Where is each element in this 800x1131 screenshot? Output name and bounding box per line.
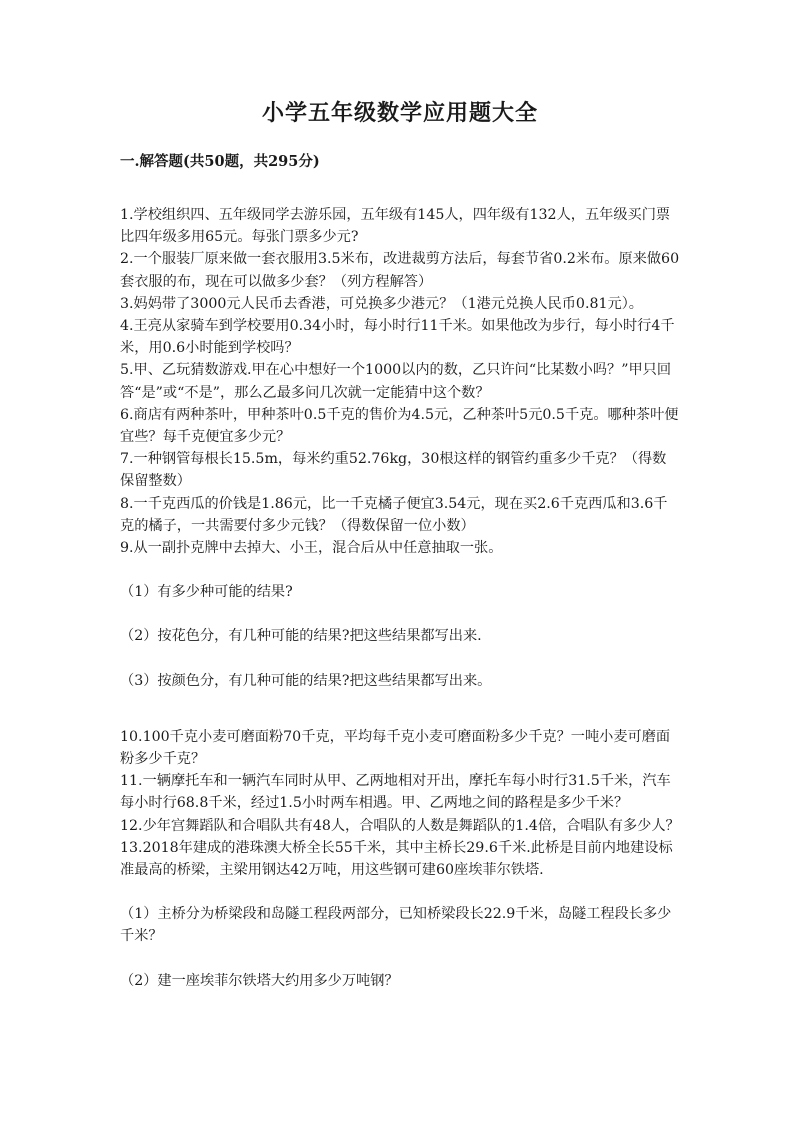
question-item: 8.一千克西瓜的价钱是1.86元，比一千克橘子便宜3.54元，现在买2.6千克西瓜和3.6千克的橘子，一共需要付多少元钱？（得数保留一位小数） [120,495,668,534]
question-item: 3.妈妈带了3000元人民币去香港，可兑换多少港元？（1港元兑换人民币0.81元）。 [120,295,643,312]
question-item: 5.甲、乙玩猜数游戏.甲在心中想好一个1000以内的数，乙只许问“比某数小吗？”甲只回答“是”或“不是”，那么乙最多问几次就一定能猜中这个数？ [120,362,672,401]
question-list [120,204,680,992]
section-heading: 一.解答题(共50题，共295分) [120,153,320,170]
question-item: 11.一辆摩托车和一辆汽车同时从甲、乙两地相对开出，摩托车每小时行31.5千米，汽车每小时行68.8千米，经过1.5小时两车相遇。甲、乙两地之间的路程是多少千米？ [120,773,671,812]
question-item: 4.王亮从家骑车到学校要用0.34小时，每小时行11千米。如果他改为步行，每小时行4千米，用0.6小时能到学校吗？ [120,318,675,357]
page-title: 小学五年级数学应用题大全 [261,100,538,126]
question-item: 6.商店有两种茶叶，甲种茶叶0.5千克的售价为4.5元，乙种茶叶5元0.5千克。哪种茶叶便宜些？每千克便宜多少元？ [120,406,679,446]
sub-question: （1）主桥分为桥梁段和岛隧工程段两部分，已知桥梁段长22.9千米，岛隧工程段长多少千米？ [120,906,672,945]
sub-question: （1）有多少种可能的结果? [120,584,293,601]
question-item: 7.一种钢管每根长15.5m，每米约重52.76kg，30根这样的钢管约重多少千克？（得数保留整数） [120,451,667,490]
sub-question: （2）建一座埃菲尔铁塔大约用多少万吨钢？ [120,972,399,989]
question-item: 9.从一副扑克牌中去掉大、小王，混合后从中任意抽取一张。 [120,540,503,557]
question-item: 2.一个服装厂原来做一套衣服用3.5米布，改进裁剪方法后，每套节省0.2米布。原来做60套衣服的布，现在可以做多少套？（列方程解答） [120,251,680,290]
question-item: 10.100千克小麦可磨面粉70千克，平均每千克小麦可磨面粉多少千克？一吨小麦可磨面粉多少千克？ [120,728,671,768]
question-item: 1.学校组织四、五年级同学去游乐园，五年级有145人，四年级有132人，五年级买门票比四年级多用65元。每张门票多少元? [120,207,671,246]
question-item: 13.2018年建成的港珠澳大桥全长55千米，其中主桥长29.6千米.此桥是目前内地建设标准最高的桥梁，主梁用钢达42万吨，用这些钢可建60座埃菲尔铁塔. [120,839,673,879]
question-item: 12.少年宫舞蹈队和合唱队共有48人，合唱队的人数是舞蹈队的1.4倍，合唱队有多少人？ [120,817,680,834]
sub-question: （2）按花色分，有几种可能的结果?把这些结果都写出来. [120,628,482,645]
sub-question: （3）按颜色分，有几种可能的结果?把这些结果都写出来。 [120,672,492,689]
